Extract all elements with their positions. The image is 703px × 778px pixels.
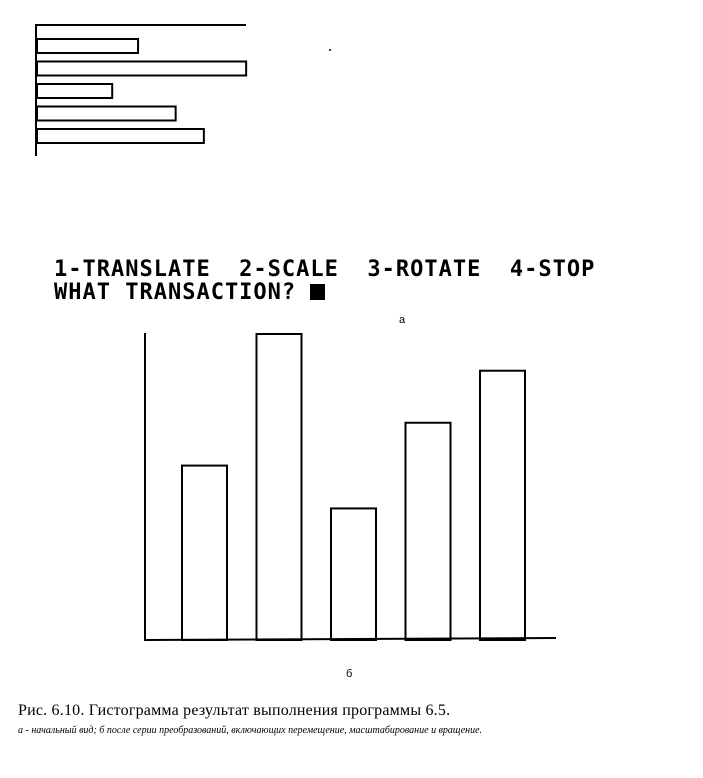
prompt-line [54,282,325,304]
menu-line: 1-TRANSLATE 2-SCALE 3-ROTATE 4-STOP [54,257,596,282]
text-cursor [310,284,325,300]
histogram-a-bar [37,107,176,121]
histogram-b-bar [257,334,302,640]
prompt-text: WHAT TRANSACTION? [54,280,297,305]
panel-b-label: б [346,668,353,680]
horizontal-histogram [36,24,246,156]
histogram-b-bar [182,466,227,640]
histogram-a-bar [37,39,138,53]
histogram-a-bar [37,84,112,98]
histogram-b-bar [406,423,451,640]
figure-subcaption: а - начальный вид; б после серии преобразований, включающих перемещение, масштабирование и вращение. [18,725,483,736]
vertical-histogram [145,333,556,641]
histogram-a-bar [37,129,204,143]
stray-dot [329,49,331,51]
histogram-b-bar [480,371,525,640]
figure-caption: Рис. 6.10. Гистограмма результат выполнения программы 6.5. [18,702,451,719]
histogram-a-bar [37,62,246,76]
histogram-b-bar [331,508,376,640]
panel-a-label: a [399,314,406,326]
